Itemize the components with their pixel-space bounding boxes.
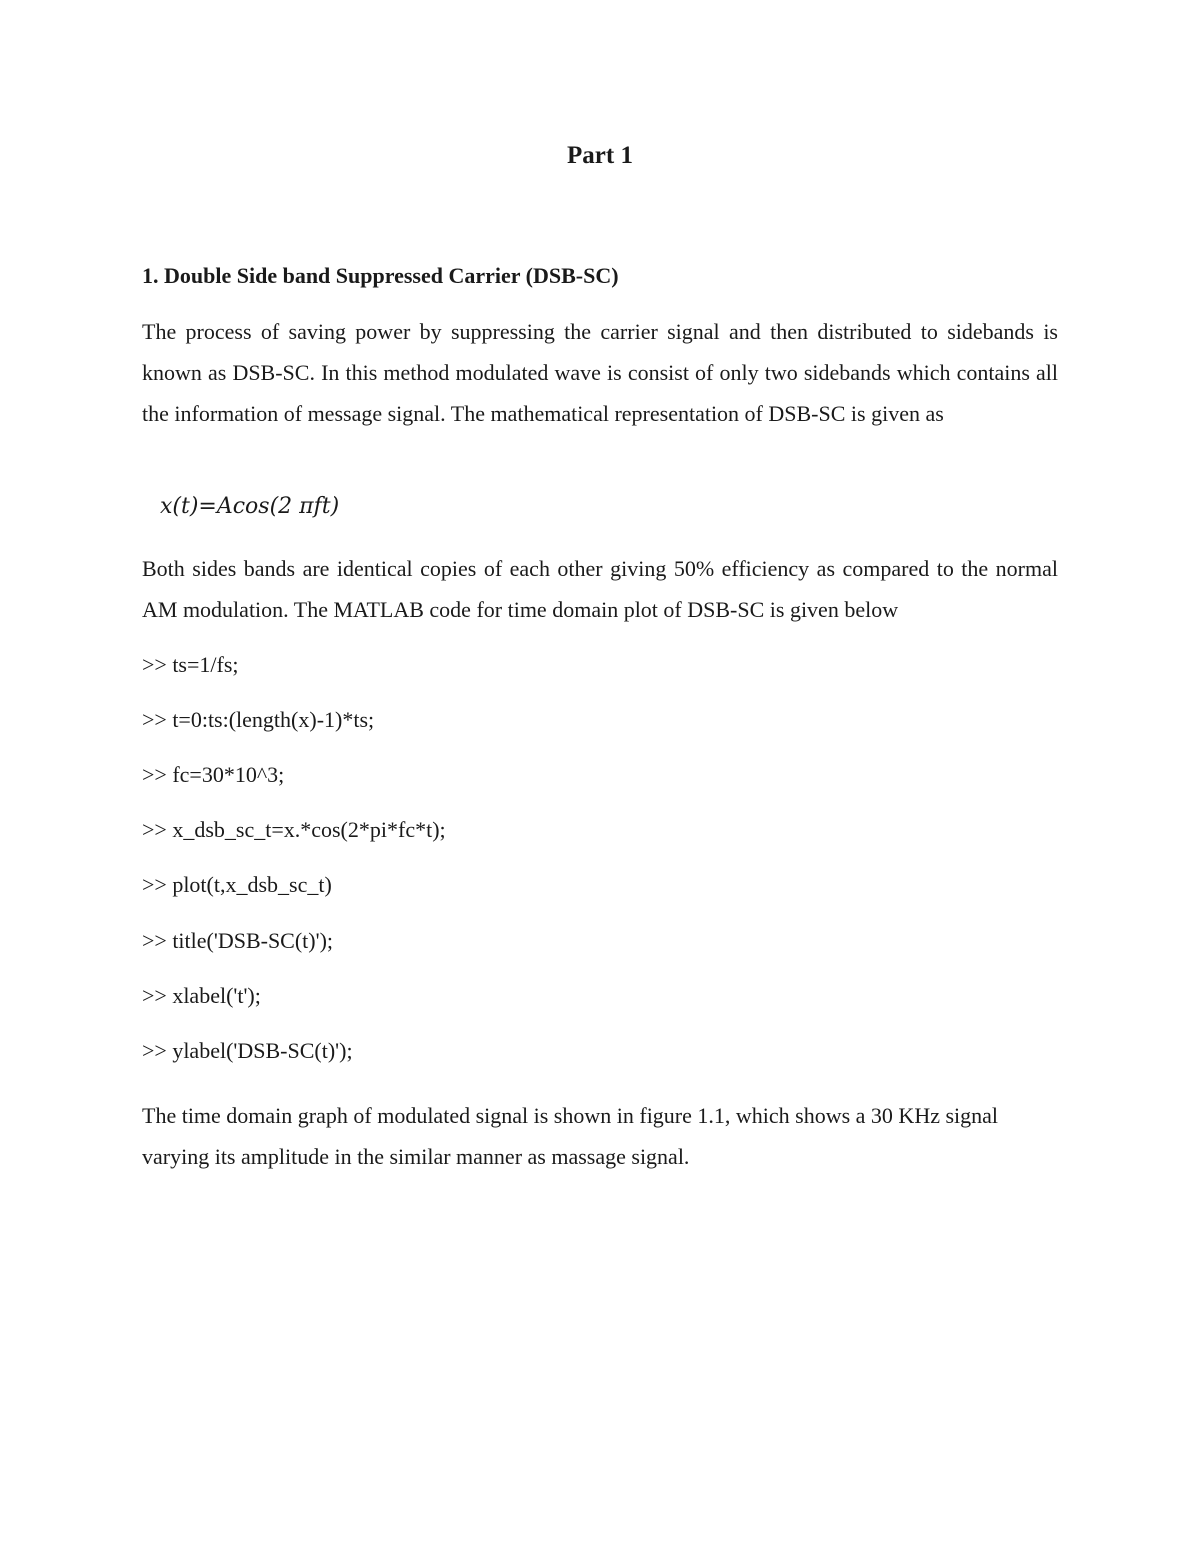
conclusion-paragraph: The time domain graph of modulated signal is shown in figure 1.1, which shows a 30 KHz signal varying its amplitude in the similar manner as massage signal. xyxy=(142,1103,999,1169)
code-line: >> ylabel('DSB-SC(t)'); xyxy=(142,1038,353,1063)
efficiency-paragraph: Both sides bands are identical copies of each other giving 50% efficiency as compared to the normal AM modulation. The MATLAB code for time domain plot of DSB-SC is given below xyxy=(142,556,1058,622)
code-line: >> x_dsb_sc_t=x.*cos(2*pi*fc*t); xyxy=(142,817,446,842)
dsb-sc-formula: x(t)=Acos(2 πft) xyxy=(160,494,340,519)
page-title: Part 1 xyxy=(567,142,633,169)
section-heading: 1. Double Side band Suppressed Carrier (DSB-SC) xyxy=(142,263,619,288)
code-line: >> plot(t,x_dsb_sc_t) xyxy=(142,872,332,897)
code-line: >> fc=30*10^3; xyxy=(142,762,285,787)
intro-paragraph: The process of saving power by suppressing the carrier signal and then distributed to sidebands is known as DSB-SC. In this method modulated wave is consist of only two sidebands which contains all the information of message signal. The mathematical representation of DSB-SC is given as xyxy=(142,319,1058,426)
code-line: >> t=0:ts:(length(x)-1)*ts; xyxy=(142,707,375,732)
code-line: >> title('DSB-SC(t)'); xyxy=(142,928,334,953)
code-line: >> ts=1/fs; xyxy=(142,652,239,677)
code-line: >> xlabel('t'); xyxy=(142,983,261,1008)
